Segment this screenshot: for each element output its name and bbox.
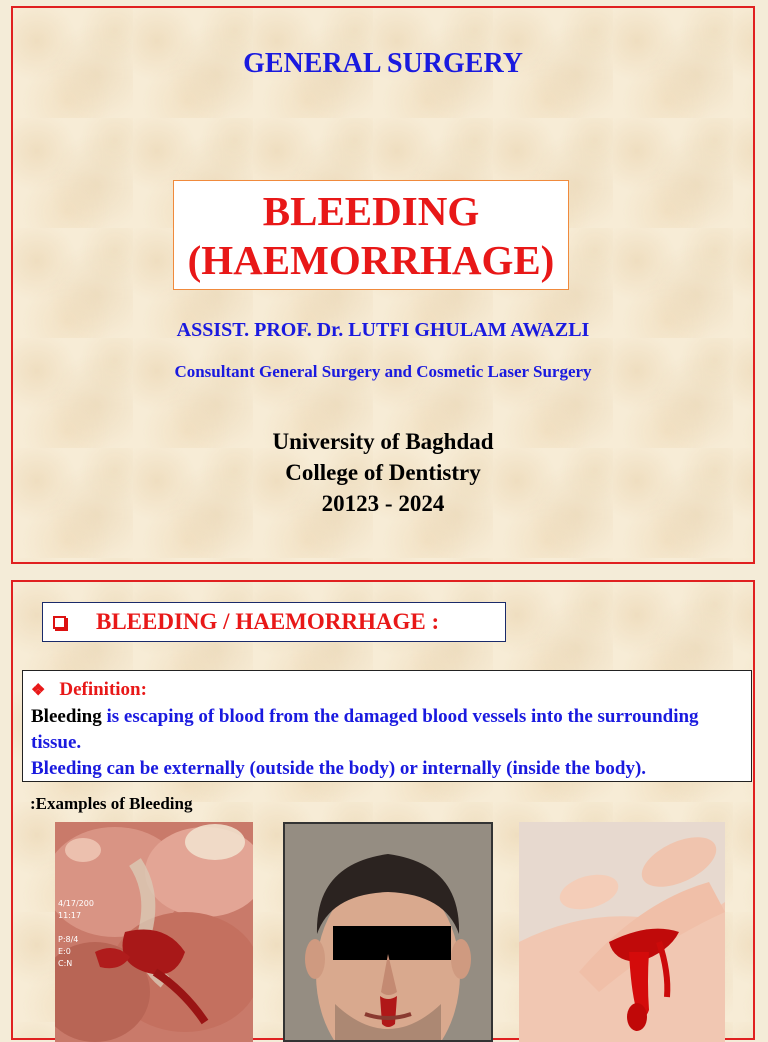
nosebleed-photo [283,822,493,1042]
overlay-line4: E:0 [58,947,71,956]
definition-slide [11,580,755,1040]
definition-label: Definition: [59,679,147,700]
author-position: Consultant General Surgery and Cosmetic Laser Surgery [174,362,592,381]
eye-censor-bar [333,926,451,960]
section-heading [42,602,506,642]
definition-box [22,670,752,782]
definition-line2: Bleeding can be externally (outside the body) or internally (inside the body). [31,758,647,779]
definition-body: is escaping of blood from the damaged blood vessels into the surrounding tissue. [31,706,699,753]
lecture-title-box [173,180,569,290]
definition-term: Bleeding [31,706,102,727]
checkbox-bullet-icon [53,616,66,629]
examples-label: :Examples of Bleeding [30,794,193,813]
title-slide [11,6,755,564]
finger-cut-image [519,822,725,1042]
definition-heading [31,677,743,704]
author-name: ASSIST. PROF. Dr. LUTFI GHULAM AWAZLI [176,319,590,341]
finger-cut-photo [519,822,725,1042]
lecture-title-line1: BLEEDING [262,188,480,234]
diamond-bullet-icon: ❖ [31,682,46,699]
course-title: GENERAL SURGERY [243,48,523,79]
lecture-title-line2: (HAEMORRHAGE) [187,237,555,283]
endoscopy-photo [55,822,253,1042]
endoscopy-image [55,822,253,1042]
academic-year: 20123 - 2024 [321,491,445,516]
institution-block [13,426,753,519]
overlay-line5: C:N [58,959,73,968]
section-heading-text: BLEEDING / HAEMORRHAGE : [96,609,440,634]
overlay-line2: 11:17 [58,911,82,920]
college-name: College of Dentistry [285,460,481,485]
nosebleed-image [285,824,491,1040]
university-name: University of Baghdad [272,429,494,454]
overlay-line1: 4/17/200 [58,899,94,908]
overlay-line3: P:8/4 [58,935,79,944]
definition-text [31,704,743,756]
